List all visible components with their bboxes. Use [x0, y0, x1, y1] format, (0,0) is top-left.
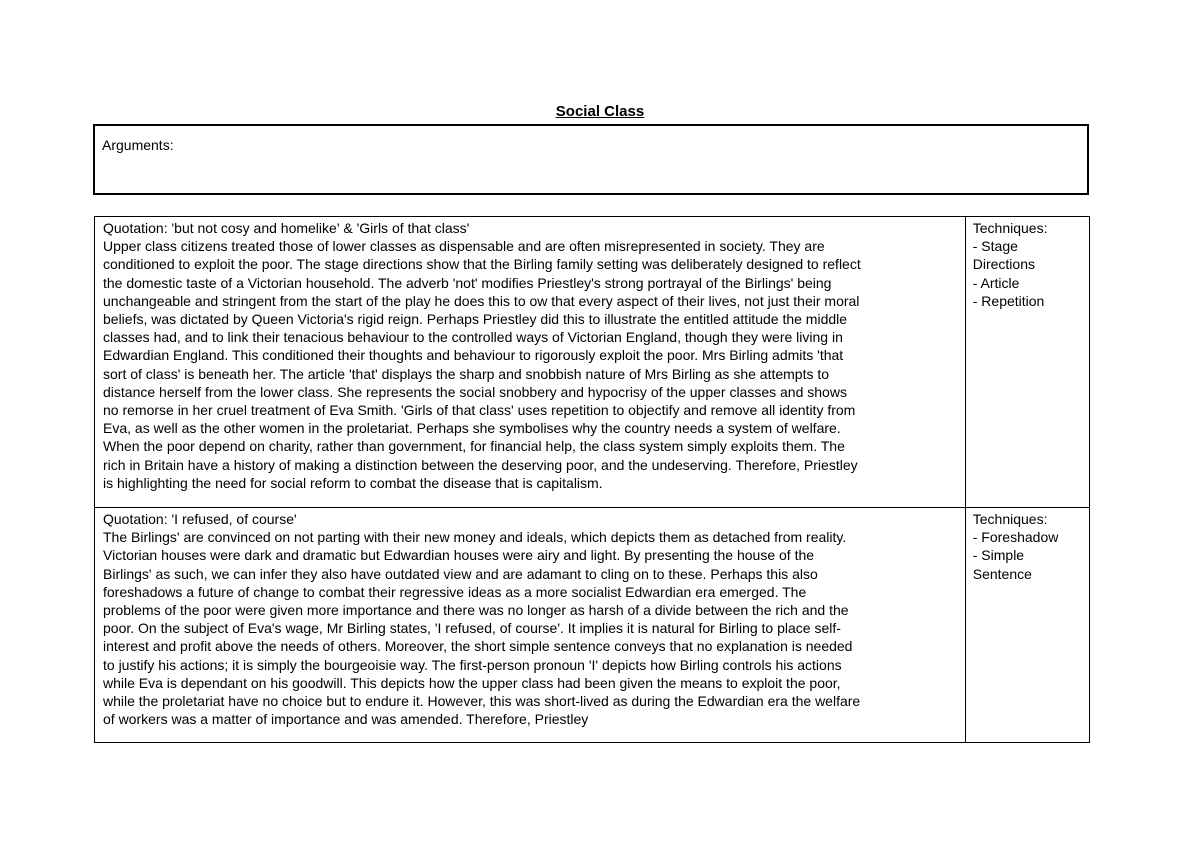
quotation-heading: Quotation: 'but not cosy and homelike' & 'Girls of that class' [103, 220, 470, 236]
analysis-line: no remorse in her cruel treatment of Eva Smith. 'Girls of that class' uses repetition to objectify and remove all identity from [103, 402, 856, 419]
analysis-line: while the proletariat have no choice but to endure it. However, this was short-lived as during the Edwardian era the welfare [103, 693, 861, 710]
technique-item: - Foreshadow [972, 529, 1059, 546]
analysis-line: Edwardian England. This conditioned their thoughts and behaviour to rigorously exploit the poor. Mrs Birling admits 'that [103, 347, 844, 364]
page-title: Social Class [555, 103, 645, 120]
analysis-line: beliefs, was dictated by Queen Victoria's rigid reign. Perhaps Priestley did this to illustrate the entitled attitude the middle [103, 311, 848, 328]
table-row [95, 508, 1090, 743]
quotation-heading: Quotation: 'I refused, of course' [103, 511, 297, 527]
analysis-line: interest and profit above the needs of others. Moreover, the short simple sentence conveys that no explanation is needed [103, 638, 853, 655]
analysis-line: conditioned to exploit the poor. The stage directions show that the Birling family setting was deliberately designed to reflect [103, 256, 861, 273]
analysis-line: is highlighting the need for social reform to combat the disease that is capitalism. [103, 474, 603, 491]
analysis-table [94, 216, 1090, 743]
techniques-cell [965, 508, 1089, 743]
technique-item: Directions [972, 256, 1035, 273]
analysis-line: foreshadows a future of change to combat their regressive ideas as a more socialist Edwardian era emerged. The [103, 583, 807, 600]
arguments-label: Arguments: [102, 137, 174, 153]
arguments-box [93, 124, 1089, 195]
techniques-heading: Techniques: [972, 220, 1048, 236]
analysis-line: Upper class citizens treated those of lower classes as dispensable and are often misrepresented in society. They are [103, 238, 825, 255]
analysis-line: sort of class' is beneath her. The article 'that' displays the sharp and snobbish nature of Mrs Birling as she attempts to [103, 365, 830, 382]
analysis-line: distance herself from the lower class. She represents the social snobbery and hypocrisy of the upper classes and shows [103, 383, 847, 400]
analysis-line: while Eva is dependant on his goodwill. This depicts how the upper class had been given the means to exploit the poor, [103, 674, 841, 691]
analysis-line: unchangeable and stringent from the start of the play he does this to ow that every aspect of their lives, not just their moral [103, 292, 860, 309]
analysis-line: to justify his actions; it is simply the bourgeoisie way. The first-person pronoun 'I' depicts how Birling controls his actions [103, 656, 842, 673]
analysis-line: The Birlings' are convinced on not parting with their new money and ideals, which depicts them as detached from reality. [103, 529, 847, 546]
techniques-cell [965, 217, 1089, 508]
analysis-line: classes had, and to link their tenacious behaviour to the controlled ways of Victorian England, though they were living in [103, 329, 843, 346]
technique-item: - Stage [972, 238, 1018, 255]
analysis-line: poor. On the subject of Eva's wage, Mr Birling states, 'I refused, of course'. It implies it is natural for Birling to place self- [103, 620, 841, 637]
analysis-line: Eva, as well as the other women in the proletariat. Perhaps she symbolises why the country needs a system of welfare. [103, 420, 841, 437]
analysis-line: Victorian houses were dark and dramatic but Edwardian houses were airy and light. By presenting the house of the [103, 547, 815, 564]
technique-item: - Simple [972, 547, 1025, 564]
analysis-cell [95, 508, 966, 743]
analysis-line: of workers was a matter of importance and was amended. Therefore, Priestley [103, 711, 589, 728]
technique-item: - Article [972, 274, 1020, 291]
analysis-line: rich in Britain have a history of making a distinction between the deserving poor, and the undeserving. Therefore, Priestley [103, 456, 858, 473]
analysis-line: the domestic taste of a Victorian household. The adverb 'not' modifies Priestley's strong portrayal of the Birlings' being [103, 274, 832, 291]
analysis-line: When the poor depend on charity, rather than government, for financial help, the class system simply exploits them. The [103, 438, 845, 455]
technique-item: - Repetition [972, 292, 1045, 309]
analysis-line: Birlings' as such, we can infer they also have outdated view and are adamant to cling on to these. Perhaps this also [103, 565, 818, 582]
table-row [95, 217, 1090, 508]
analysis-line: problems of the poor were given more importance and there was no longer as harsh of a divide between the rich and the [103, 602, 849, 619]
analysis-cell [95, 217, 966, 508]
technique-item: Sentence [972, 565, 1032, 582]
techniques-heading: Techniques: [972, 511, 1048, 527]
